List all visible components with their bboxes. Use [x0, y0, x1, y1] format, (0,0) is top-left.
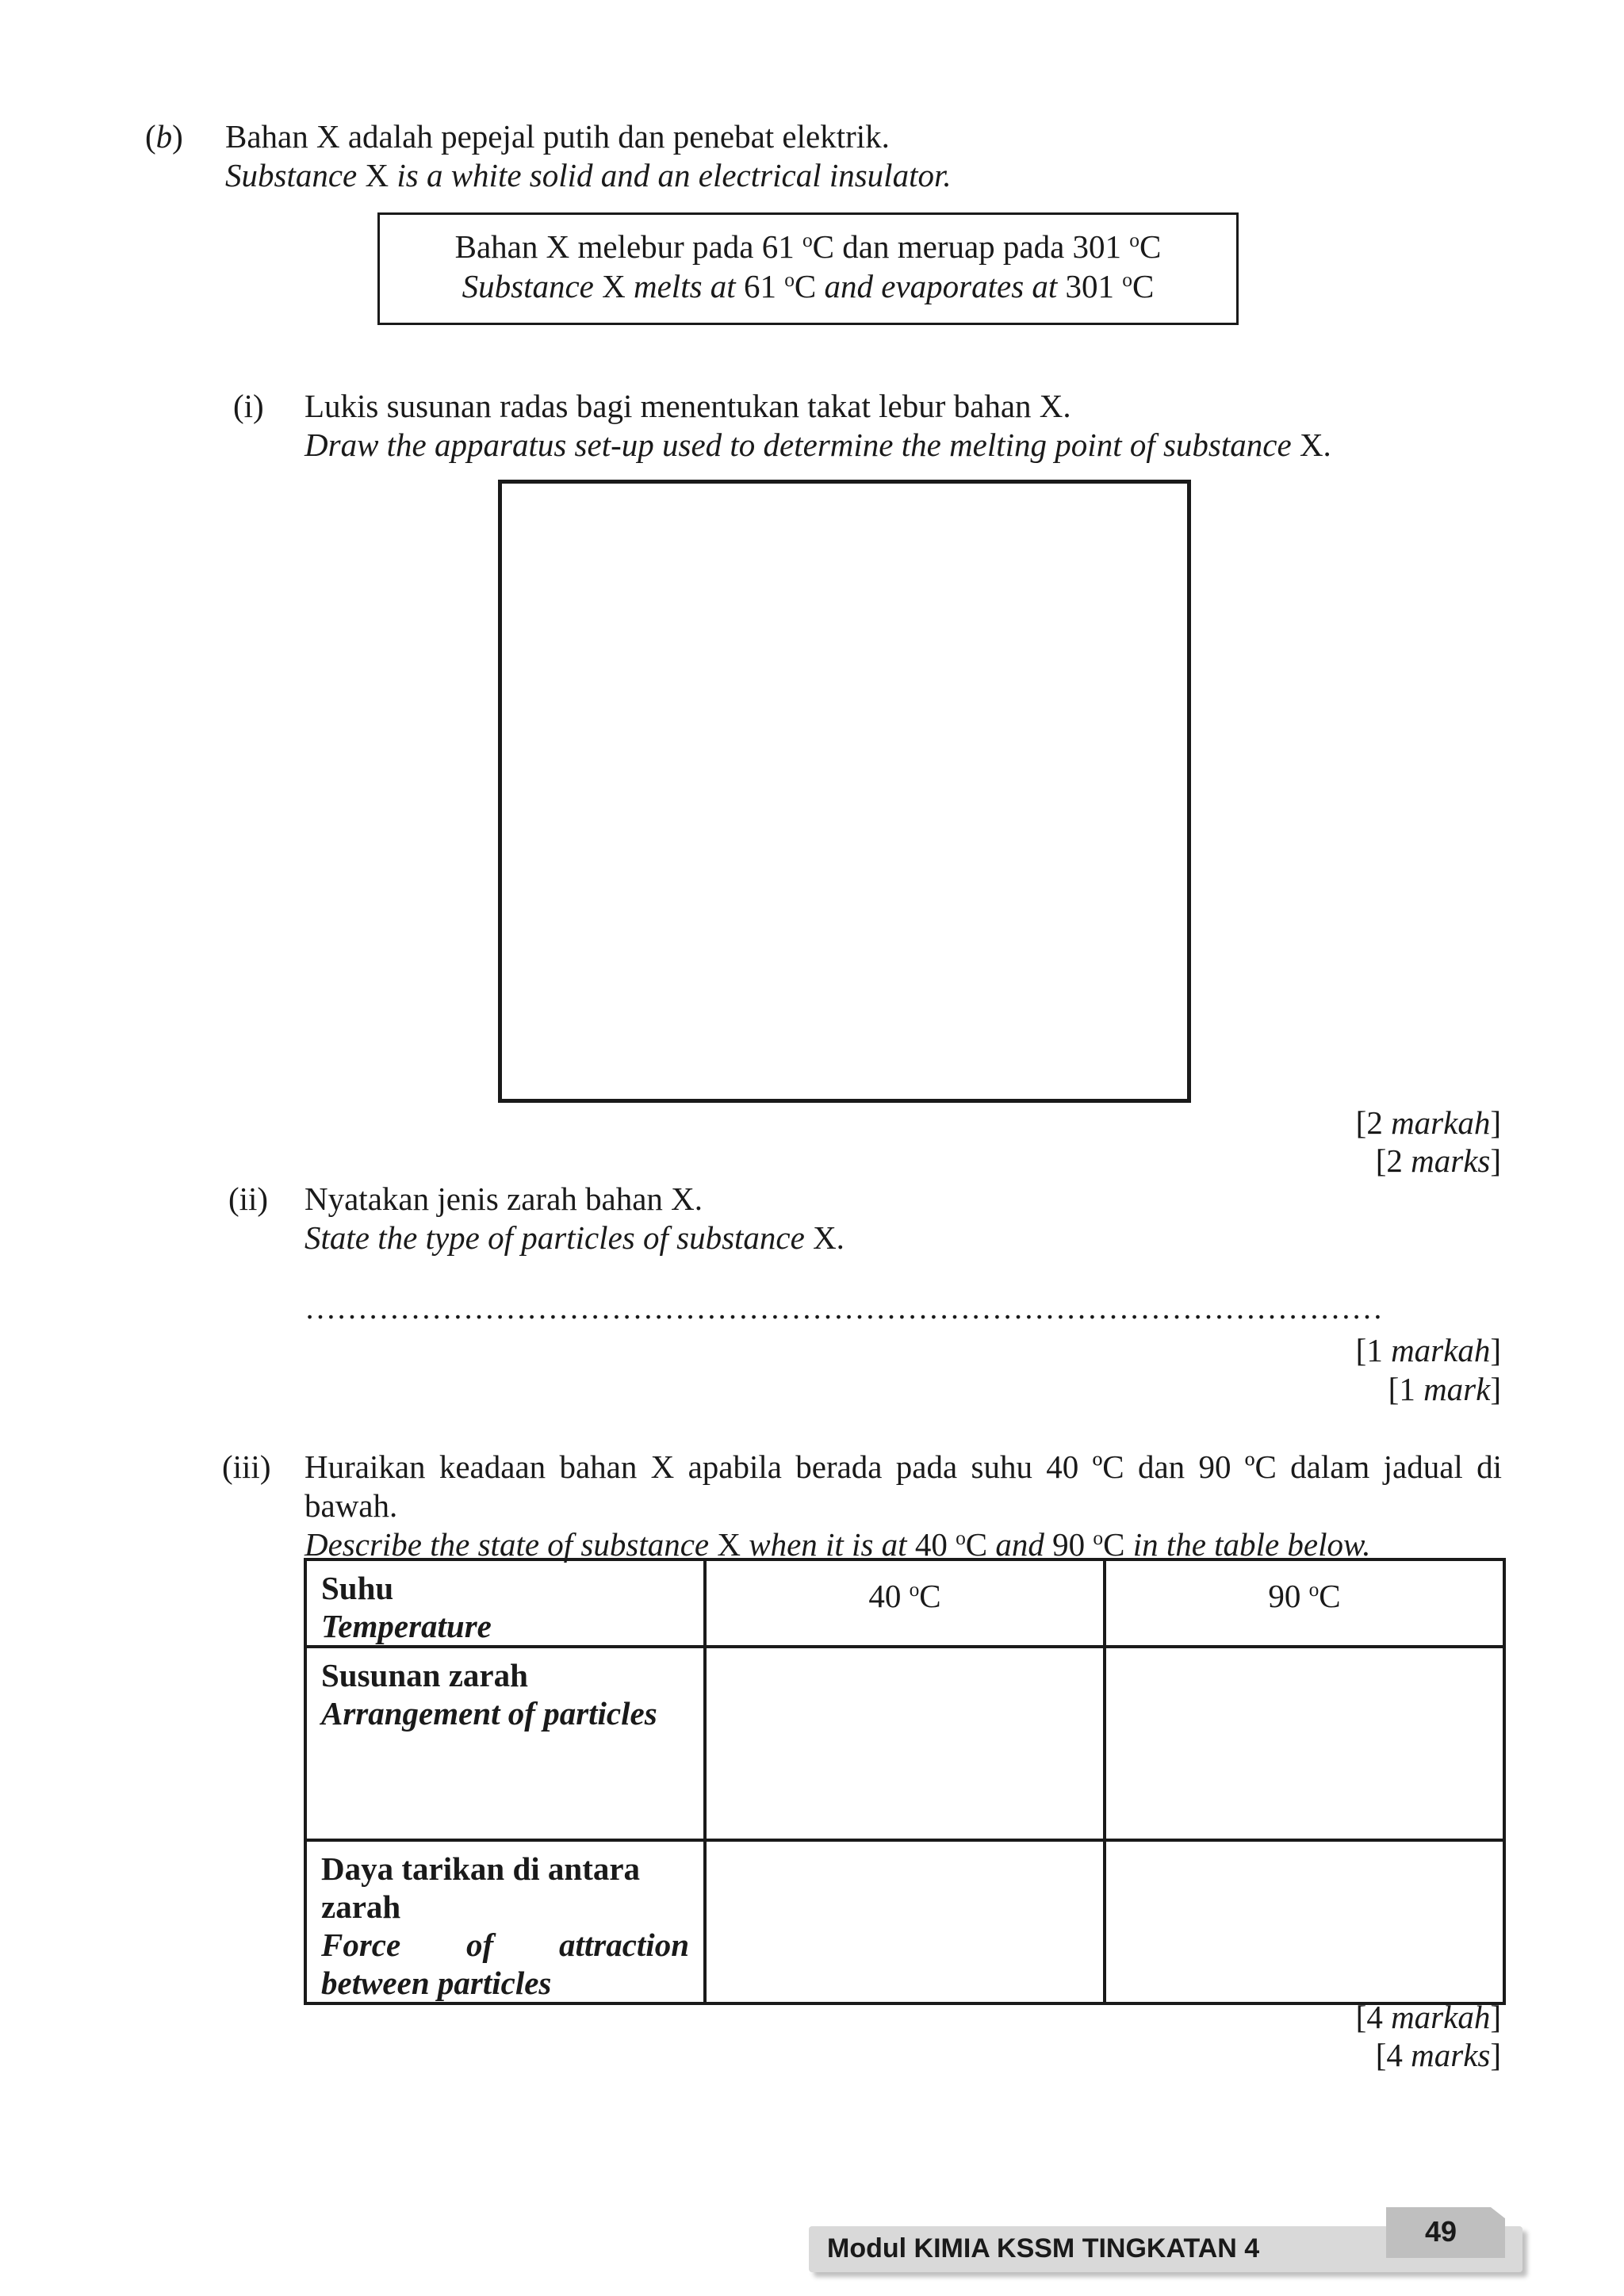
- column-label: 90: [1268, 1578, 1309, 1614]
- row-label-en: Arrangement of particles: [321, 1695, 657, 1732]
- statement-en-x: X: [365, 157, 389, 193]
- degree-sign: o: [784, 269, 795, 292]
- degree-sign: o: [1308, 1578, 1320, 1601]
- question-ii-en-a: State the type of particles of substance: [304, 1219, 814, 1256]
- marks-word: markah: [1391, 1332, 1491, 1368]
- degree-sign: o: [956, 1527, 966, 1550]
- marks-word: mark: [1423, 1371, 1491, 1407]
- question-iii-en-i: in the table below.: [1132, 1526, 1371, 1563]
- info-en-c: 61: [735, 268, 785, 304]
- marks-bracket: [4: [1355, 1999, 1392, 2035]
- marks-bracket: [1: [1355, 1332, 1392, 1368]
- part-label: [145, 118, 183, 155]
- table-row: [305, 1647, 1504, 1840]
- question-iii-en-f: and: [995, 1526, 1053, 1563]
- question-ii-marks-ms: [1356, 1334, 1501, 1367]
- column-label: 40: [868, 1578, 910, 1614]
- info-box: [377, 212, 1239, 325]
- marks-word: marks: [1411, 1142, 1491, 1179]
- page-number: 49: [1424, 2215, 1457, 2248]
- degree-sign: o: [1122, 269, 1132, 292]
- degree-sign: o: [1129, 229, 1139, 252]
- marks-bracket: ]: [1490, 1142, 1501, 1179]
- question-i-marks-ms: [1355, 1104, 1501, 1141]
- info-ms-c: C: [1139, 228, 1162, 265]
- row-label-en: Force of attraction between particles: [321, 1927, 689, 2001]
- column-label-unit: C: [1319, 1578, 1341, 1614]
- info-ms-b: C dan meruap pada 301: [812, 228, 1130, 265]
- state-table: [304, 1558, 1506, 2005]
- question-i-en: [304, 429, 1331, 461]
- info-en-e: and evaporates at: [824, 268, 1058, 304]
- question-iii-marks-en: [1376, 2039, 1501, 2072]
- question-i-en-x: X.: [1299, 427, 1331, 463]
- info-box-en: [380, 267, 1236, 305]
- table-row: [305, 1559, 1504, 1647]
- statement-en-b: is a white solid and an electrical insulator.: [389, 157, 952, 193]
- question-ii-en: [304, 1219, 845, 1256]
- question-ii-number: (ii): [228, 1181, 269, 1217]
- answer-line[interactable]: …………………………………………………………………………………………: [304, 1290, 1383, 1326]
- question-iii-en-e: C: [965, 1526, 996, 1563]
- row-label-ms: Suhu: [321, 1570, 394, 1606]
- table-row-label-cell: [305, 1647, 705, 1840]
- part-label-letter: b: [155, 118, 173, 155]
- info-en-f: 301: [1057, 268, 1123, 304]
- question-i-number: (i): [233, 388, 264, 424]
- table-header-cell: [1105, 1559, 1504, 1647]
- question-ii-en-x: X.: [813, 1219, 845, 1256]
- question-ii-ms: Nyatakan jenis zarah bahan X.: [304, 1181, 703, 1217]
- degree-sign: o: [802, 229, 813, 252]
- marks-bracket: [2: [1355, 1104, 1392, 1141]
- marks-word: markah: [1391, 1104, 1491, 1141]
- question-iii-ms-line2: bawah.: [304, 1487, 398, 1524]
- answer-cell[interactable]: [705, 1840, 1105, 2003]
- question-iii-en-g: 90: [1052, 1526, 1094, 1563]
- question-i-marks-en: [1375, 1142, 1501, 1179]
- row-label-ms: Susunan zarah: [321, 1657, 528, 1693]
- question-iii-number: (iii): [222, 1448, 271, 1485]
- question-iii-en-c: when it is at: [749, 1526, 915, 1563]
- info-box-ms: [380, 228, 1236, 266]
- info-en-a: Substance: [462, 268, 603, 304]
- table-header-cell: [305, 1559, 705, 1647]
- question-i-en-a: Draw the apparatus set-up used to determine the melting point of substance: [304, 427, 1300, 463]
- info-ms-a: Bahan X melebur pada 61: [454, 228, 802, 265]
- degree-sign: o: [1093, 1527, 1104, 1550]
- table-row-label-cell: [305, 1840, 705, 2003]
- marks-bracket: ]: [1490, 1104, 1501, 1141]
- column-label-unit: C: [919, 1578, 941, 1614]
- drawing-answer-box[interactable]: [498, 480, 1191, 1103]
- info-en-b: X melts at: [602, 268, 736, 304]
- footer-module-title: Modul KIMIA KSSM TINGKATAN 4: [827, 2233, 1260, 2263]
- answer-cell[interactable]: [1105, 1647, 1504, 1840]
- table-header-cell: [705, 1559, 1105, 1647]
- answer-cell[interactable]: [1105, 1840, 1504, 2003]
- marks-bracket: [1: [1388, 1371, 1424, 1407]
- marks-word: marks: [1411, 2037, 1491, 2073]
- degree-sign: o: [909, 1578, 920, 1601]
- statement-en-a: Substance: [225, 157, 366, 193]
- marks-bracket: ]: [1490, 1999, 1501, 2035]
- info-en-d: C: [794, 268, 825, 304]
- marks-bracket: [2: [1375, 1142, 1411, 1179]
- row-label-en: Temperature: [321, 1608, 492, 1644]
- marks-bracket: ]: [1490, 2037, 1501, 2073]
- marks-word: markah: [1391, 1999, 1491, 2035]
- part-b-statement-ms: Bahan X adalah pepejal putih dan penebat elektrik.: [225, 118, 890, 155]
- question-iii-en-h: C: [1103, 1526, 1133, 1563]
- question-iii-marks-ms: [1356, 2001, 1501, 2034]
- marks-bracket: ]: [1490, 1332, 1501, 1368]
- question-iii-en-d: 40: [914, 1526, 956, 1563]
- table-row: [305, 1840, 1504, 2003]
- part-b-statement-en: [225, 159, 952, 192]
- answer-cell[interactable]: [705, 1647, 1105, 1840]
- question-iii-ms-line1: Huraikan keadaan bahan X apabila berada pada suhu 40 ºC dan 90 ºC dalam jadual di: [304, 1448, 1502, 1485]
- question-iii-en: [304, 1526, 1371, 1563]
- question-i-ms: Lukis susunan radas bagi menentukan takat lebur bahan X.: [304, 388, 1071, 424]
- question-iii-en-b: X: [717, 1526, 749, 1563]
- question-ii-marks-en: [1388, 1373, 1501, 1406]
- marks-bracket: ]: [1490, 1371, 1501, 1407]
- row-label-ms: Daya tarikan di antara zarah: [321, 1850, 641, 1925]
- marks-bracket: [4: [1375, 2037, 1411, 2073]
- part-label-open: (: [145, 118, 156, 155]
- question-iii-en-a: Describe the state of substance: [304, 1526, 718, 1563]
- part-label-close: ): [172, 118, 183, 155]
- info-en-g: C: [1132, 268, 1155, 304]
